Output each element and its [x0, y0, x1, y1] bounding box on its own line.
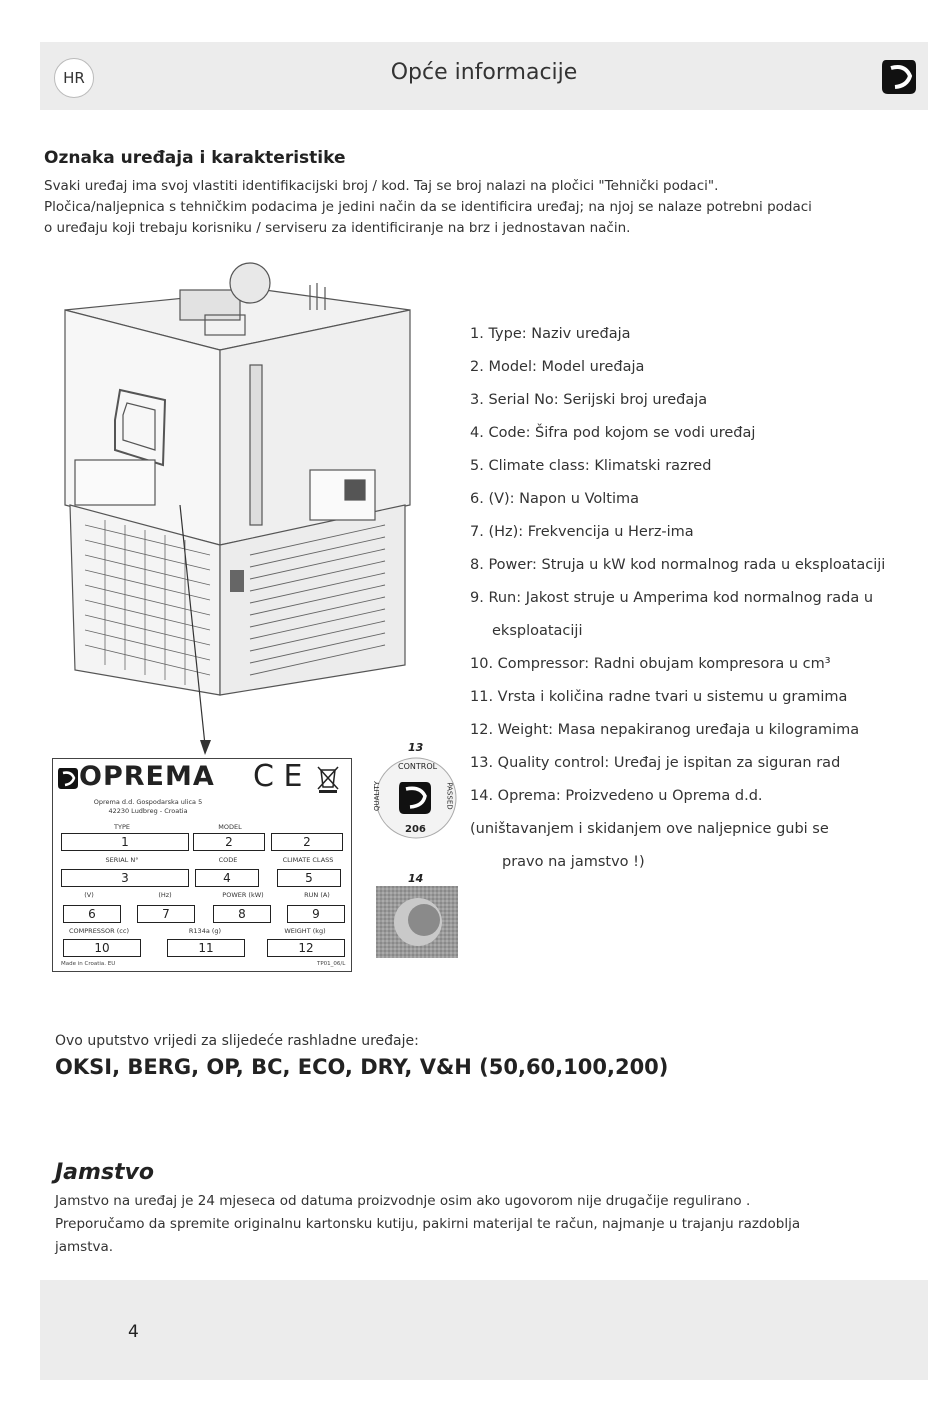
technical-data-label	[52, 758, 352, 972]
warranty-line-3: jamstva.	[55, 1239, 114, 1255]
field-run: 9	[287, 905, 345, 923]
label-field-list	[470, 320, 930, 881]
page-title: Opće informacije	[390, 60, 578, 85]
field-power: 8	[213, 905, 271, 923]
ce-mark: C E	[253, 759, 303, 794]
applies-intro: Ovo uputstvo vrijedi za slijedeće rashladne uređaje:	[55, 1033, 419, 1049]
field-type: 1	[61, 833, 189, 851]
warranty-line-2: Preporučamo da spremite originalnu kartonsku kutiju, pakirni materijal te račun, najmanje u trajanju razdoblja	[55, 1216, 801, 1232]
caption-power: POWER (kW)	[222, 891, 264, 899]
label-brand: OPREMA	[79, 761, 215, 792]
list-item: 5. Climate class: Klimatski razred	[470, 458, 712, 474]
list-item: 3. Serial No: Serijski broj uređaja	[470, 392, 708, 408]
field-compressor: 10	[63, 939, 141, 957]
page-header	[40, 42, 928, 110]
field-climate: 5	[277, 869, 341, 887]
field-frequency: 7	[137, 905, 195, 923]
field-code: 4	[195, 869, 259, 887]
list-item: eksploataciji	[492, 623, 583, 639]
caption-model: MODEL	[218, 823, 242, 831]
list-item: 6. (V): Napon u Voltima	[470, 491, 639, 507]
caption-v: (V)	[84, 891, 94, 899]
cooling-unit-illustration	[55, 255, 425, 755]
caption-weight: WEIGHT (kg)	[284, 927, 326, 935]
quality-text-left: QUALITY	[372, 781, 381, 811]
list-item: 10. Compressor: Radni obujam kompresora u cm³	[470, 656, 831, 672]
list-item: 2. Model: Model uređaja	[470, 359, 645, 375]
list-item: 4. Code: Šifra pod kojom se vodi uređaj	[470, 425, 756, 441]
field-model: 2	[193, 833, 265, 851]
quality-text-top: CONTROL	[398, 762, 438, 771]
warranty-title: Jamstvo	[55, 1160, 155, 1185]
warranty-line-1: Jamstvo na uređaj je 24 mjeseca od datuma proizvodnje osim ako ugovorom nije drugačije regulirano .	[55, 1193, 751, 1209]
caption-type: TYPE	[114, 823, 130, 831]
caption-climate: CLIMATE CLASS	[282, 856, 334, 864]
caption-run: RUN (A)	[304, 891, 330, 899]
sticker-13-number: 13	[408, 741, 424, 754]
list-item: 8. Power: Struja u kW kod normalnog rada u eksploataciji	[470, 557, 886, 573]
field-voltage: 6	[63, 905, 121, 923]
caption-r134a: R134a (g)	[188, 927, 222, 935]
field-weight: 12	[267, 939, 345, 957]
quality-code: 206	[405, 824, 426, 835]
language-badge: HR	[54, 58, 94, 98]
caption-compressor: COMPRESSOR (cc)	[69, 927, 129, 935]
list-item: pravo na jamstvo !)	[502, 854, 645, 870]
intro-line-2: Pločica/naljepnica s tehničkim podacima je jedini način da se identificira uređaj; na njoj se nalaze potrebni podaci	[44, 199, 812, 215]
list-item: 13. Quality control: Uređaj je ispitan za siguran rad	[470, 755, 841, 771]
page-number: 4	[128, 1322, 139, 1342]
list-item: 9. Run: Jakost struje u Amperima kod normalnog rada u	[470, 590, 874, 606]
field-serial: 3	[61, 869, 189, 887]
intro-line-3: o uređaju koji trebaju korisniku / serviseru za identificiranje na brz i jednostavan način.	[44, 220, 631, 236]
section-title: Oznaka uređaja i karakteristike	[44, 148, 346, 168]
sticker-14-number: 14	[408, 872, 424, 885]
caption-code: CODE	[218, 856, 238, 864]
oprema-logo-icon	[57, 765, 79, 791]
caption-hz: (Hz)	[158, 891, 172, 899]
label-code-small: TP01_06/L	[317, 961, 346, 967]
list-item: 12. Weight: Masa nepakiranog uređaja u kilogramima	[470, 722, 860, 738]
caption-serial: SERIAL N°	[105, 856, 139, 864]
intro-line-1: Svaki uređaj ima svoj vlastiti identifikacijski broj / kod. Taj se broj nalazi na pločici "Tehnički podaci".	[44, 178, 719, 194]
applies-models: OKSI, BERG, OP, BC, ECO, DRY, V&H (50,60,100,200)	[55, 1055, 669, 1079]
field-model-2: 2	[271, 833, 343, 851]
list-item: 7. (Hz): Frekvencija u Herz-ima	[470, 524, 694, 540]
list-item: (uništavanjem i skidanjem ove naljepnice gubi se	[470, 821, 829, 837]
list-item: 14. Oprema: Proizvedeno u Oprema d.d.	[470, 788, 763, 804]
oprema-logo-icon	[880, 54, 918, 96]
oprema-hologram-sticker	[376, 886, 458, 958]
made-in-text: Made in Croatia. EU	[61, 961, 116, 967]
field-refrigerant: 11	[167, 939, 245, 957]
weee-bin-icon	[315, 765, 341, 793]
list-item: 1. Type: Naziv uređaja	[470, 326, 631, 342]
page-footer	[40, 1280, 928, 1380]
label-address-1: Oprema d.d. Gospodarska ulica 5	[93, 798, 203, 806]
label-address-2: 42230 Ludbreg - Croatia	[108, 807, 188, 815]
quality-text-right: PASSED	[445, 782, 454, 810]
quality-control-sticker	[374, 756, 458, 840]
list-item: 11. Vrsta i količina radne tvari u sistemu u gramima	[470, 689, 848, 705]
